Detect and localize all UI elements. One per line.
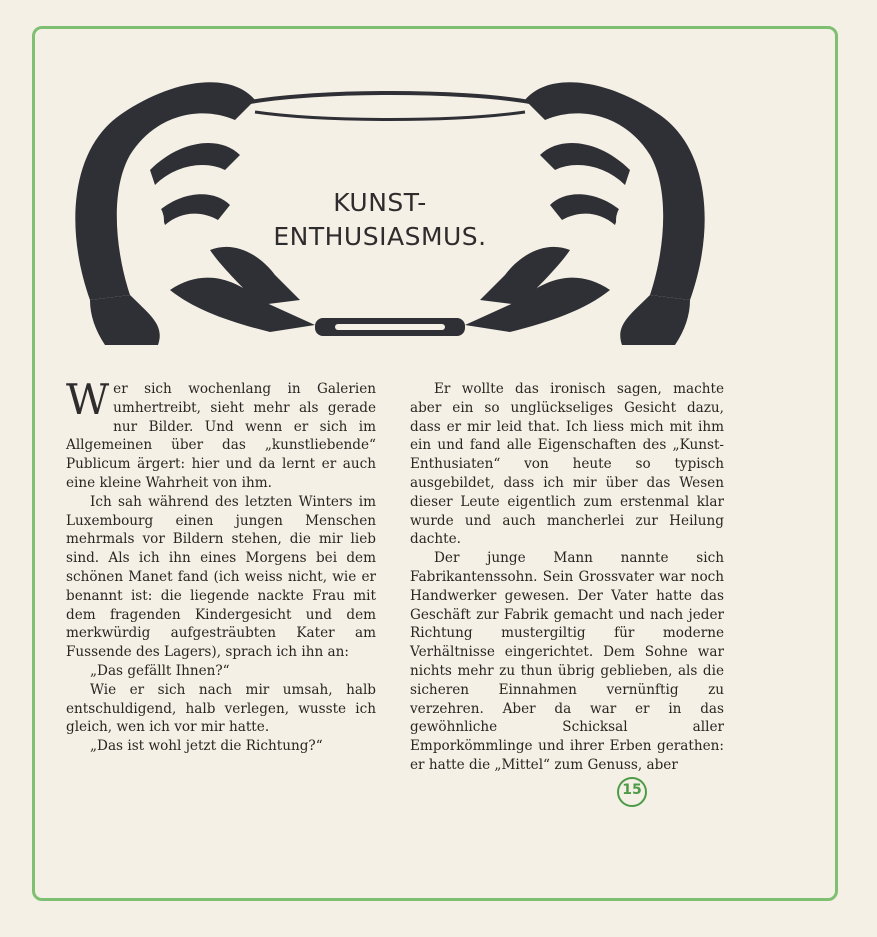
paragraph: „Das gefällt Ihnen?“	[90, 662, 230, 679]
page-number: 15	[622, 782, 642, 798]
paragraph: „Das ist wohl jetzt die Richtung?“	[90, 738, 323, 755]
article-title	[240, 186, 520, 254]
drop-cap: W	[66, 375, 110, 424]
paragraph: Wie er sich nach mir umsah, halb entschuldigend, halb verlegen, wusste ich gleich, wen ich vor mir hatte.	[66, 681, 376, 736]
paragraph-text: er sich wochenlang in Galerien umhertreibt, sieht mehr als gerade nur Bilder. Und wenn er sich im Allgemeinen über das „kunstliebende“ Publicum ärgert: hier und da lernt er auch eine kleine Wahrheit von ihm.	[66, 381, 376, 491]
right-text-column	[410, 380, 724, 775]
title-line-2: ENTHUSIASMUS.	[273, 222, 487, 251]
paragraph: Der junge Mann nannte sich Fabrikantenssohn. Sein Grossvater war noch Handwerker gewesen. Der Vater hatte das Geschäft zur Fabrik gemacht und nach jeder Richtung mustergiltig für moderne Verhältnisse eingerichtet. Dem Sohne war nichts mehr zu thun übrig geblieben, als die sicheren Einnahmen vernünftig zu verzehren. Aber da war er in das gewöhnliche Schicksal aller Emporkömmlinge und ihrer Erben gerathen: er hatte die „Mittel“ zum Genuss, aber	[410, 550, 724, 773]
title-line-1: KUNST-	[333, 188, 427, 217]
left-text-column	[66, 375, 376, 756]
paragraph	[66, 375, 376, 493]
paragraph: Er wollte das ironisch sagen, machte aber ein so unglückseliges Gesicht dazu, dass er mir leid that. Ich liess mich mit ihm ein und fand alle Eigenschaften des „Kunst-Enthusiaten“ von heute so typisch ausgebildet, dass ich mir über das Wesen dieser Leute eigentlich zum erstenmal klar wurde und auch mancherlei zur Heilung dachte.	[410, 381, 724, 548]
paragraph: Ich sah während des letzten Winters im Luxembourg einen jungen Menschen mehrmals vor Bildern stehen, die mir lieb sind. Als ich ihn eines Morgens bei dem schönen Manet fand (ich weiss nicht, wie er benannt ist: die liegende nackte Frau mit dem fragenden Kindergesicht und dem merkwürdig aufgesträubten Kater am Fussende des Lagers), sprach ich ihn an:	[66, 493, 376, 661]
page-number-badge	[616, 776, 648, 808]
